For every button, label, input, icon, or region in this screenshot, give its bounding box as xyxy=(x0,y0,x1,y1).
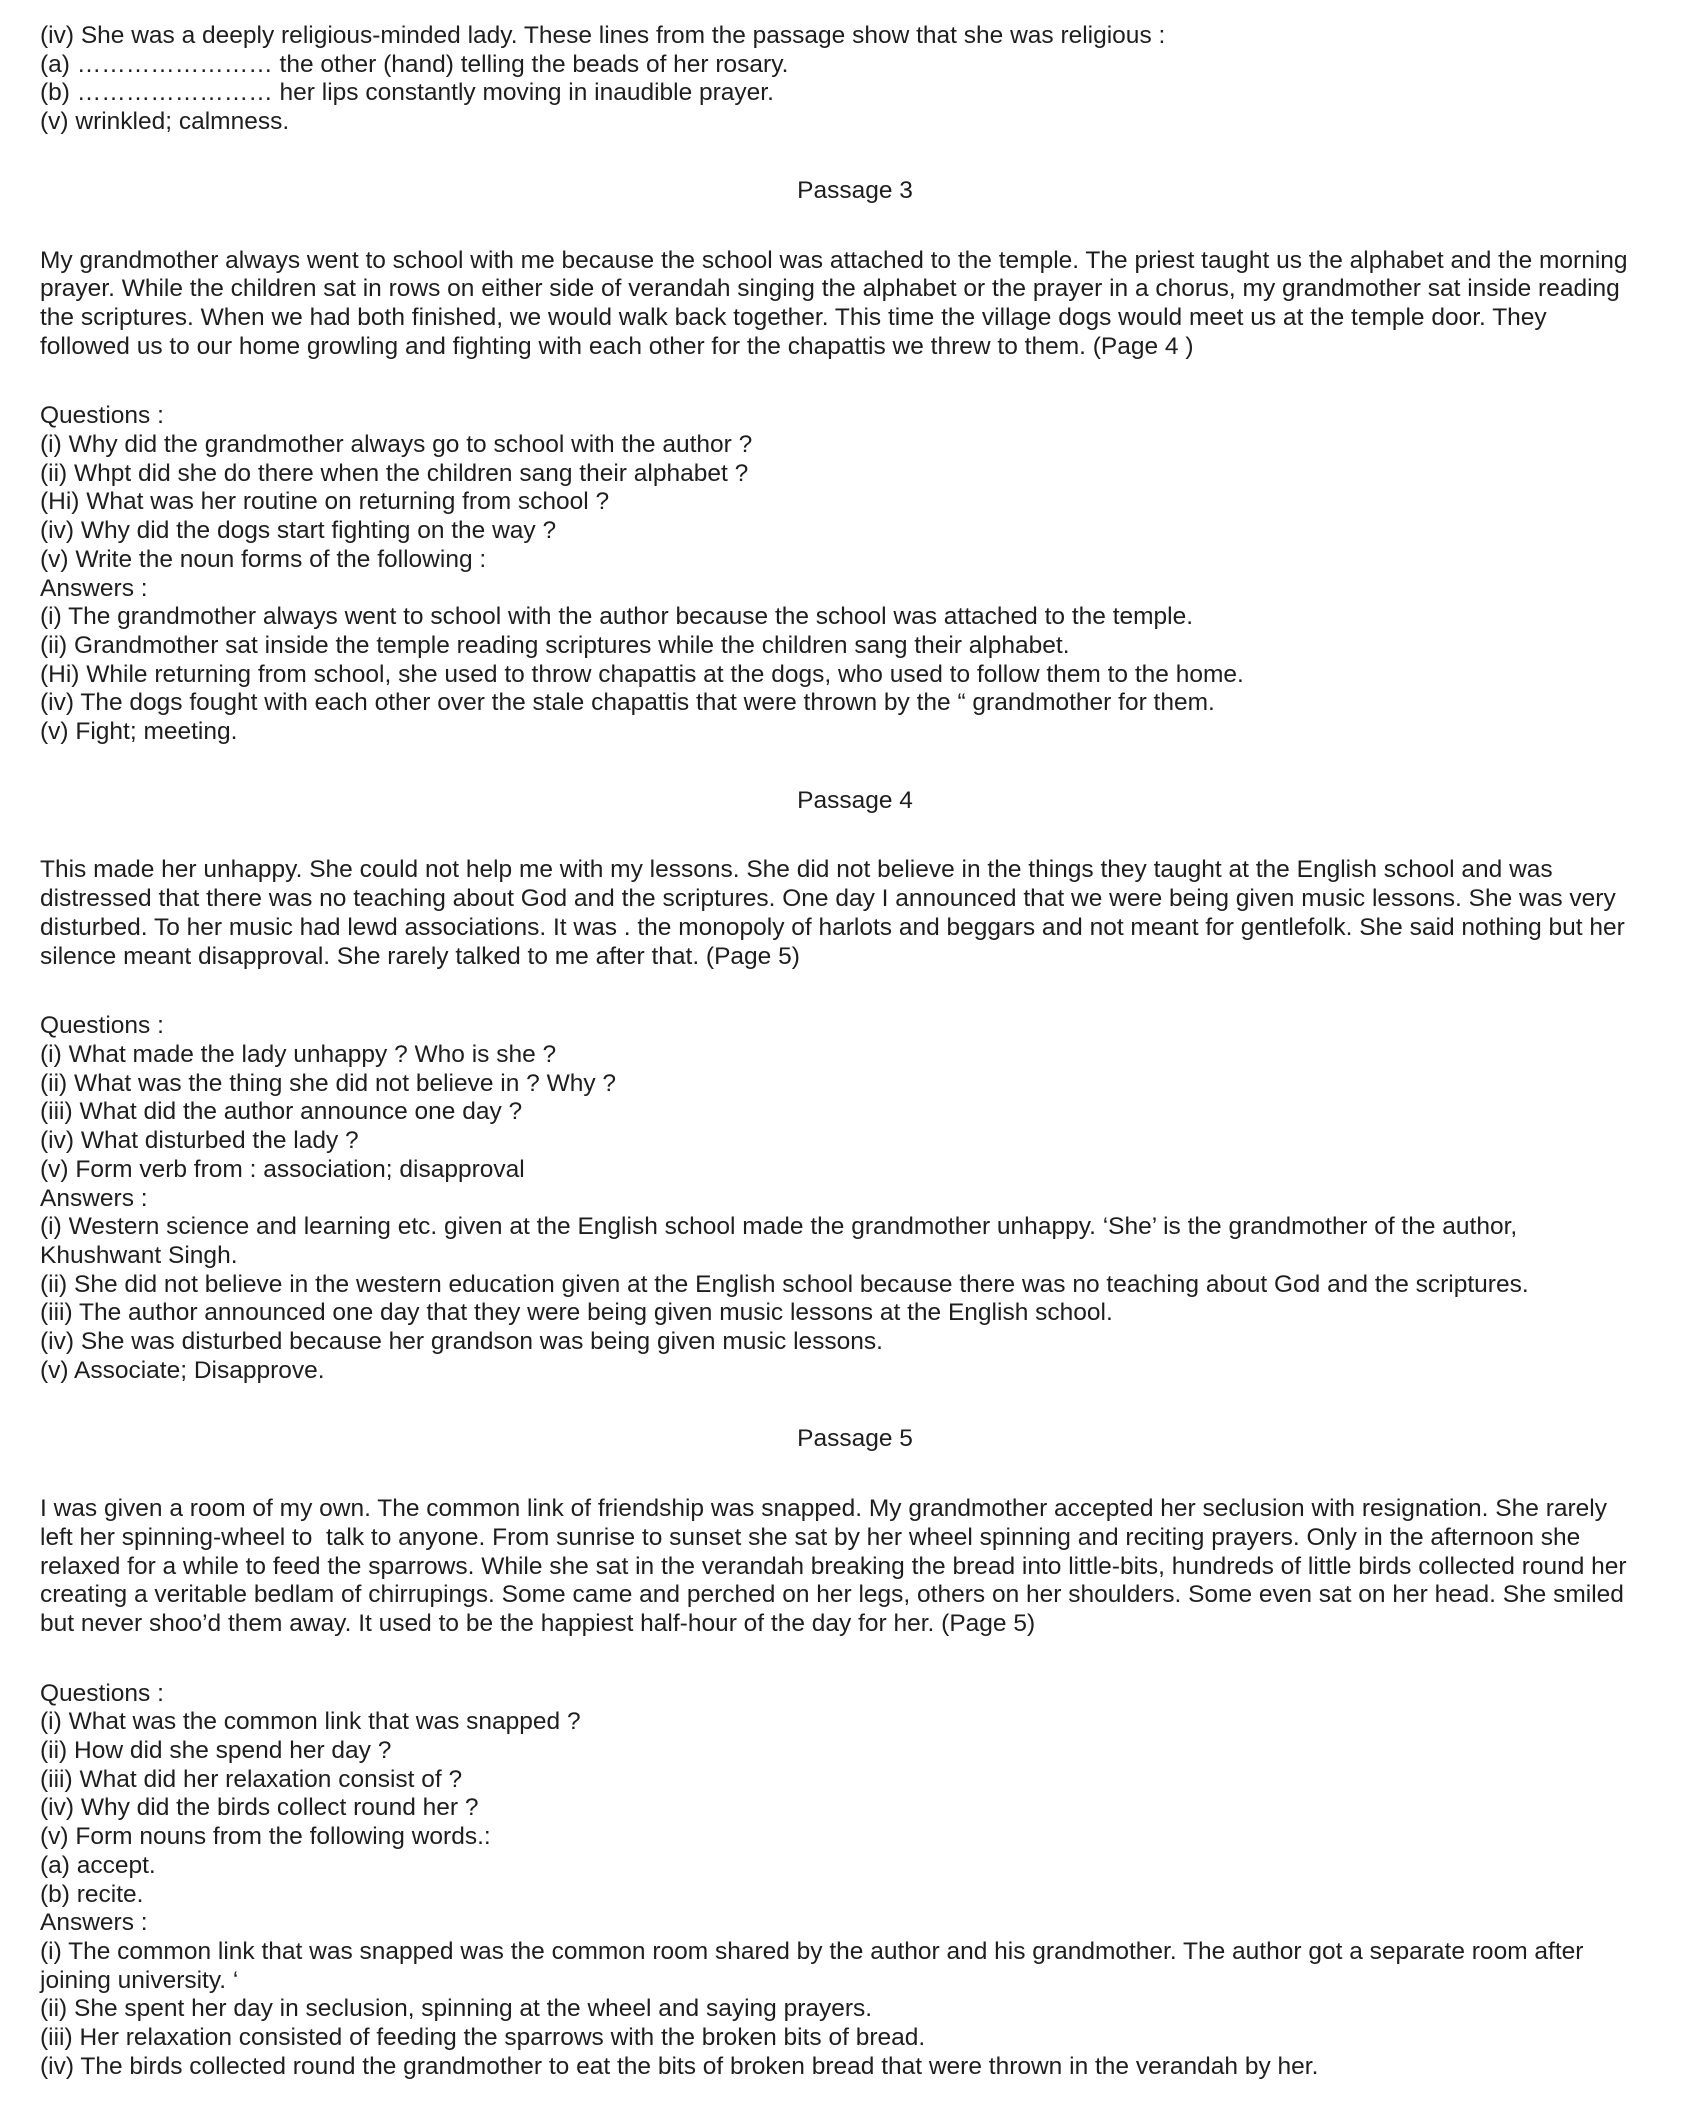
questions-label: Questions : xyxy=(40,1012,164,1040)
paragraph-line: disturbed. To her music had lewd associations. It was . the monopoly of harlots and beggars and not meant for gentlefolk. She said nothing but her xyxy=(40,913,1625,941)
answer-item: (iii) Her relaxation consisted of feeding the sparrows with the broken bits of bread. xyxy=(40,2024,926,2052)
passage-paragraph xyxy=(40,1495,1665,1639)
answer-item: (v) Associate; Disapprove. xyxy=(40,1356,325,1384)
question-item: (a) accept. xyxy=(40,1851,156,1879)
passage-3-section xyxy=(40,137,1670,747)
question-item: (i) What was the common link that was snapped ? xyxy=(40,1708,581,1736)
question-item: (i) Why did the grandmother always go to school with the author ? xyxy=(40,431,753,459)
spacer xyxy=(40,815,1670,856)
question-item: (v) Form nouns from the following words.: xyxy=(40,1823,491,1851)
question-item: (Hi) What was her routine on returning from school ? xyxy=(40,488,610,516)
previous-answers-fragment xyxy=(40,22,1670,137)
paragraph-line: left her spinning-wheel to talk to anyone. From sunrise to sunset she sat by her wheel spinning and reciting prayers. Only in the afternoon she xyxy=(40,1523,1581,1551)
question-item: (b) recite. xyxy=(40,1880,144,1908)
question-item: (ii) What was the thing she did not believe in ? Why ? xyxy=(40,1069,617,1097)
question-item: (v) Write the noun forms of the following : xyxy=(40,545,487,573)
paragraph-line: My grandmother always went to school with me because the school was attached to the temple. The priest taught us the alphabet and the morning xyxy=(40,246,1628,274)
paragraph-line: I was given a room of my own. The common link of friendship was snapped. My grandmother accepted her seclusion with resignation. She rarely xyxy=(40,1495,1607,1523)
question-item: (iv) What disturbed the lady ? xyxy=(40,1127,359,1155)
answer-line: (v) wrinkled; calmness. xyxy=(40,108,290,136)
answers-label: Answers : xyxy=(40,574,148,602)
question-item: (iv) Why did the dogs start fighting on the way ? xyxy=(40,517,557,545)
paragraph-line: distressed that there was no teaching about God and the scriptures. One day I announced that we were being given music lessons. She was very xyxy=(40,885,1616,913)
question-item: (ii) Whpt did she do there when the children sang their alphabet ? xyxy=(40,459,749,487)
answer-line: (a) …………………… the other (hand) telling the beads of her rosary. xyxy=(40,50,789,78)
question-item: (iv) Why did the birds collect round her ? xyxy=(40,1794,479,1822)
paragraph-line: the scriptures. When we had both finished, we would walk back together. This time the village dogs would meet us at the temple door. They xyxy=(40,303,1547,331)
answer-item: (ii) She did not believe in the western education given at the English school because there was no teaching about God and the scriptures. xyxy=(40,1270,1529,1298)
spacer xyxy=(40,1639,1670,1680)
question-item: (iii) What did the author announce one day ? xyxy=(40,1098,523,1126)
answer-item: (v) Fight; meeting. xyxy=(40,718,238,746)
passage-heading: Passage 3 xyxy=(797,176,913,204)
spacer xyxy=(40,206,1670,247)
answer-item: (i) The common link that was snapped was the common room shared by the author and his grandmother. The author got a separate room after xyxy=(40,1937,1584,1965)
paragraph-line: prayer. While the children sat in rows on either side of verandah singing the alphabet or the prayer in a chorus, my grandmother sat inside reading xyxy=(40,275,1620,303)
answer-item: (ii) Grandmother sat inside the temple reading scriptures while the children sang their alphabet. xyxy=(40,631,1070,659)
questions-label: Questions : xyxy=(40,402,164,430)
answer-item: (iv) The birds collected round the grandmother to eat the bits of broken bread that were thrown in the verandah by her. xyxy=(40,2052,1319,2080)
passage-paragraph xyxy=(40,247,1665,362)
answer-line: (b) …………………… her lips constantly moving in inaudible prayer. xyxy=(40,79,774,107)
passage-4-section xyxy=(40,747,1670,1386)
answer-item: (Hi) While returning from school, she used to throw chapattis at the dogs, who used to follow them to the home. xyxy=(40,660,1244,688)
spacer xyxy=(40,747,1670,787)
document-page xyxy=(40,22,1670,2081)
spacer xyxy=(40,971,1670,1012)
answer-item: (iv) She was disturbed because her grandson was being given music lessons. xyxy=(40,1328,883,1356)
questions-label: Questions : xyxy=(40,1679,164,1707)
answer-item: (i) The grandmother always went to school with the author because the school was attached to the temple. xyxy=(40,603,1194,631)
answer-line: (iv) She was a deeply religious-minded lady. These lines from the passage show that she was religious : xyxy=(40,22,1166,49)
answer-item: (ii) She spent her day in seclusion, spinning at the wheel and saying prayers. xyxy=(40,1995,873,2023)
passage-heading: Passage 4 xyxy=(797,786,913,814)
spacer xyxy=(40,1385,1670,1425)
paragraph-line: but never shoo’d them away. It used to be the happiest half-hour of the day for her. (Page 5) xyxy=(40,1609,1036,1637)
answer-item: (iv) The dogs fought with each other over the stale chapattis that were thrown by the “ grandmother for them. xyxy=(40,689,1215,717)
passage-paragraph xyxy=(40,856,1665,971)
answer-item: (iii) The author announced one day that they were being given music lessons at the English school. xyxy=(40,1299,1113,1327)
passage-heading: Passage 5 xyxy=(797,1425,913,1453)
answer-item: joining university. ‘ xyxy=(40,1966,239,1994)
question-item: (ii) How did she spend her day ? xyxy=(40,1737,392,1765)
question-item: (v) Form verb from : association; disapproval xyxy=(40,1155,525,1183)
answers-label: Answers : xyxy=(40,1909,148,1937)
question-item: (i) What made the lady unhappy ? Who is she ? xyxy=(40,1040,557,1068)
paragraph-line: relaxed for a while to feed the sparrows. While she sat in the verandah breaking the bread into little-bits, hundreds of little birds collected round her xyxy=(40,1552,1627,1580)
paragraph-line: followed us to our home growling and fighting with each other for the chapattis we threw to them. (Page 4 ) xyxy=(40,332,1194,360)
answer-item: (i) Western science and learning etc. given at the English school made the grandmother unhappy. ‘She’ is the grandmother of the author, xyxy=(40,1213,1518,1241)
spacer xyxy=(40,361,1670,402)
answer-item: Khushwant Singh. xyxy=(40,1241,238,1269)
question-item: (iii) What did her relaxation consist of ? xyxy=(40,1765,463,1793)
passage-5-section xyxy=(40,1385,1670,2081)
spacer xyxy=(40,1454,1670,1495)
paragraph-line: This made her unhappy. She could not help me with my lessons. She did not believe in the things they taught at the English school and was xyxy=(40,856,1553,884)
spacer xyxy=(40,137,1670,177)
paragraph-line: silence meant disapproval. She rarely talked to me after that. (Page 5) xyxy=(40,942,800,970)
answers-label: Answers : xyxy=(40,1184,148,1212)
paragraph-line: creating a veritable bedlam of chirrupings. Some came and perched on her legs, others on her shoulders. Some even sat on her head. She smiled xyxy=(40,1581,1624,1609)
